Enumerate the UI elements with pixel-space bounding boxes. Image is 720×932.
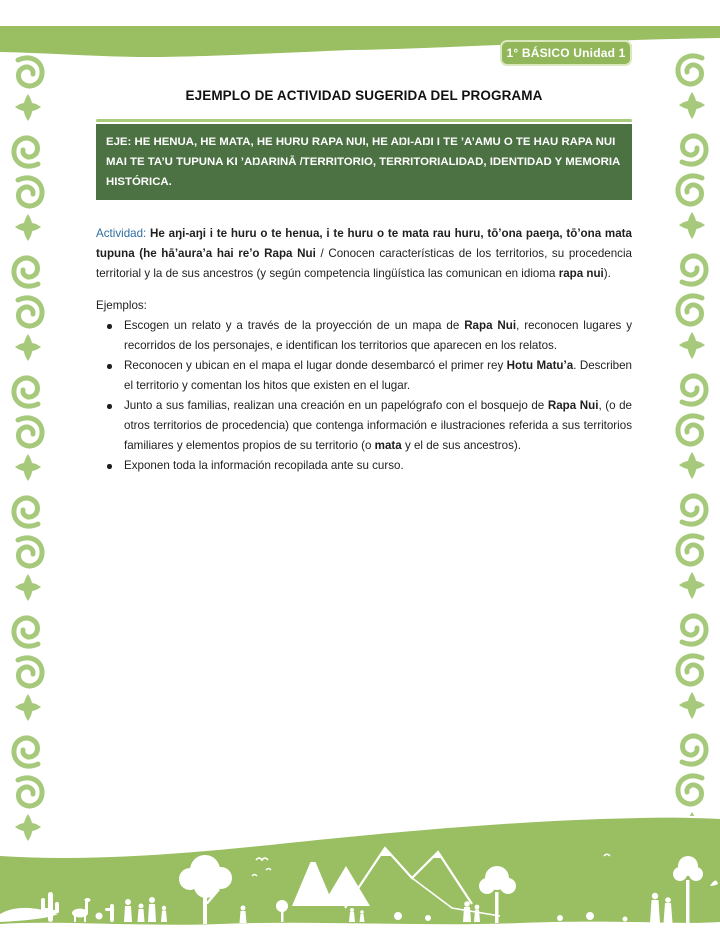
eje-heading-text: EJE: HE HENUA, HE MATA, HE HURU RAPA NUI, HE AŊI-AŊI I TE ’A’AMU O TE HAU RAPA NUI MAI TE TA’U TUPUNA KI ’AŊARINĀ /TERRITORIO, TERRITORIALIDAD, IDENTIDAD Y MEMORIA HISTÓRICA. — [106, 136, 620, 188]
list-item — [124, 456, 632, 476]
right-border-pattern-icon — [672, 50, 712, 816]
ejemplos-label: Ejemplos: — [96, 299, 147, 312]
list-item-text: Exponen toda la información recopilada ante su curso. — [124, 459, 404, 472]
left-border-pattern-icon — [8, 52, 48, 852]
page-title: EJEMPLO DE ACTIVIDAD SUGERIDA DEL PROGRAMA — [185, 88, 543, 103]
unit-badge — [500, 40, 632, 66]
list-item-text: Reconocen y ubican en el mapa el lugar donde desembarcó el primer rey Hotu Matu’a. Describen el territorio y comentan los hitos que existen en el lugar. — [124, 359, 633, 392]
list-item — [124, 356, 632, 396]
ejemplos-list — [96, 316, 632, 476]
unit-badge-label: 1° BÁSICO Unidad 1 — [506, 46, 626, 60]
document-content — [96, 86, 632, 476]
list-item — [124, 396, 632, 456]
list-item-text: Junto a sus familias, realizan una creación en un papelógrafo con el bosquejo de Rapa Nui, (o de otros territorios de procedencia) que contenga información e ilustraciones referida a sus territorios familiares y elementos propios de su territorio (o mata y el de sus ancestros). — [124, 399, 633, 452]
eje-heading-box — [96, 124, 632, 200]
bottom-landscape-band — [0, 816, 720, 932]
list-item-text: Escogen un relato y a través de la proyección de un mapa de Rapa Nui, reconocen lugares y recorridos de los personajes, e identifican los territorios que aparecen en los relatos. — [124, 319, 633, 352]
actividad-paragraph: Actividad: He aŋi-aŋi i te huru o te henua, i te huru o te mata rau huru, tō’ona paeŋa, tō’ona mata tupuna (he hā’aura’a hai re’o Rapa Nui / Conocen características de los territorios, su procedencia territorial y la de sus ancestros (y según competencia lingüística las comunican en idioma rapa nui). — [96, 227, 632, 280]
list-item — [124, 316, 632, 356]
eje-top-line — [96, 119, 632, 122]
